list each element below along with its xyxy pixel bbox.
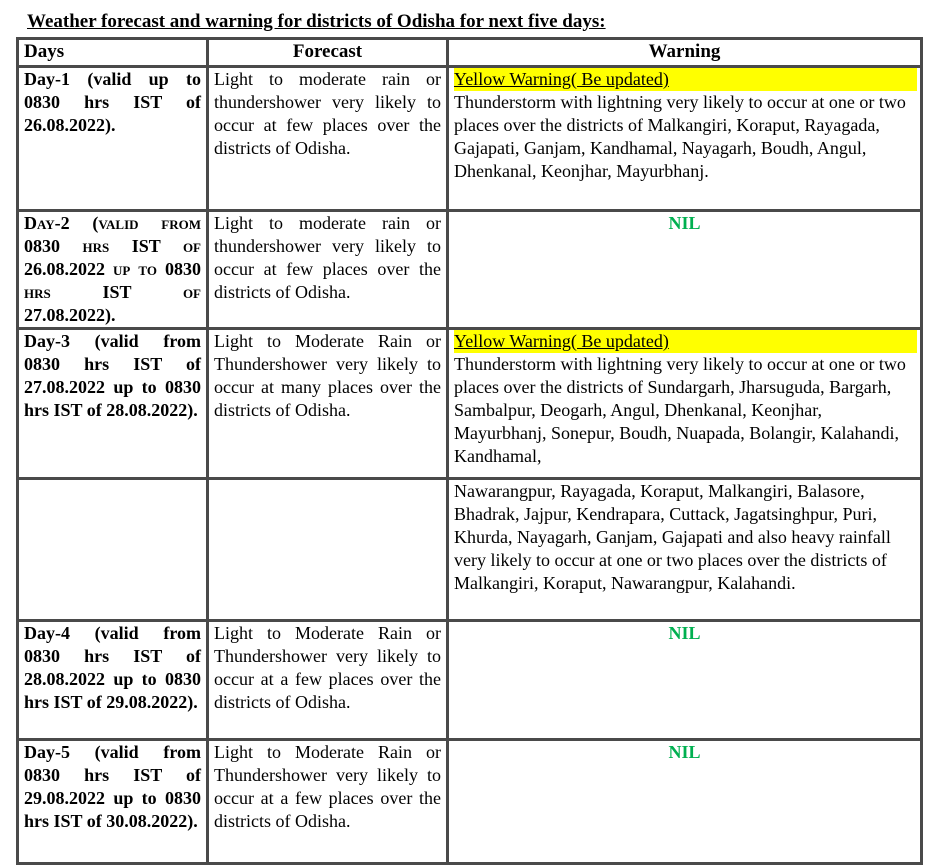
- forecast-cell: Light to moderate rain or thundershower very likely to occur at few places over the districts of Odisha.: [208, 211, 448, 329]
- nil-label: NIL: [668, 742, 701, 762]
- yellow-warning-badge: Yellow Warning( Be updated): [454, 68, 917, 91]
- header-warning: Warning: [448, 39, 922, 67]
- warning-cell: [448, 740, 922, 864]
- empty-cell: [208, 479, 448, 621]
- forecast-cell: Light to Moderate Rain or Thundershower very likely to occur at a few places over the districts of Odisha.: [208, 740, 448, 864]
- day-cell: Day-1 (valid up to 0830 hrs IST of 26.08.2022).: [18, 67, 208, 211]
- table-row-day-1: [18, 67, 922, 211]
- page-title: Weather forecast and warning for districts of Odisha for next five days:: [27, 11, 606, 32]
- table-row-day-3: [18, 329, 922, 479]
- table-row-day-2: [18, 211, 922, 329]
- warning-continued-cell: Nawarangpur, Rayagada, Koraput, Malkangiri, Balasore, Bhadrak, Jajpur, Kendrapara, Cuttack, Jagatsinghpur, Puri, Khurda, Nayagarh, Ganjam, Gajapati and also heavy rainfall very likely to occur at one or two places over the districts of Malkangiri, Koraput, Nawarangpur, Kalahandi.: [448, 479, 922, 621]
- header-days: Days: [18, 39, 208, 67]
- day-cell: Day-2 (valid from 0830 hrs IST of 26.08.2022 up to 0830 hrs IST of 27.08.2022).: [18, 211, 208, 329]
- warning-text: Thunderstorm with lightning very likely to occur at one or two places over the districts of Malkangiri, Koraput, Rayagada, Gajapati, Ganjam, Kandhamal, Nayagarh, Boudh, Angul, Dhenkanal, Keonjhar, Mayurbhanj.: [454, 92, 906, 181]
- header-forecast: Forecast: [208, 39, 448, 67]
- header-row: [18, 39, 922, 67]
- forecast-cell: Light to Moderate Rain or Thundershower very likely to occur at many places over the districts of Odisha.: [208, 329, 448, 479]
- warning-cell: [448, 211, 922, 329]
- table-row-day-3-continued: [18, 479, 922, 621]
- day-cell: Day-4 (valid from 0830 hrs IST of 28.08.2022 up to 0830 hrs IST of 29.08.2022).: [18, 621, 208, 740]
- forecast-cell: Light to Moderate Rain or Thundershower very likely to occur at a few places over the districts of Odisha.: [208, 621, 448, 740]
- table-row-day-5: [18, 740, 922, 864]
- warning-cell: [448, 329, 922, 479]
- forecast-table: [16, 37, 923, 865]
- warning-text: Thunderstorm with lightning very likely to occur at one or two places over the districts of Sundargarh, Jharsuguda, Bargarh, Sambalpur, Deogarh, Angul, Dhenkanal, Keonjhar, Mayurbhanj, Sonepur, Boudh, Nuapada, Bolangir, Kalahandi, Kandhamal,: [454, 354, 906, 466]
- nil-label: NIL: [668, 213, 701, 233]
- nil-label: NIL: [668, 623, 701, 643]
- table-row-day-4: [18, 621, 922, 740]
- day-cell: Day-3 (valid from 0830 hrs IST of 27.08.2022 up to 0830 hrs IST of 28.08.2022).: [18, 329, 208, 479]
- empty-cell: [18, 479, 208, 621]
- day-cell: Day-5 (valid from 0830 hrs IST of 29.08.2022 up to 0830 hrs IST of 30.08.2022).: [18, 740, 208, 864]
- warning-cell: [448, 67, 922, 211]
- forecast-cell: Light to moderate rain or thundershower very likely to occur at few places over the districts of Odisha.: [208, 67, 448, 211]
- warning-cell: [448, 621, 922, 740]
- yellow-warning-badge: Yellow Warning( Be updated): [454, 330, 917, 353]
